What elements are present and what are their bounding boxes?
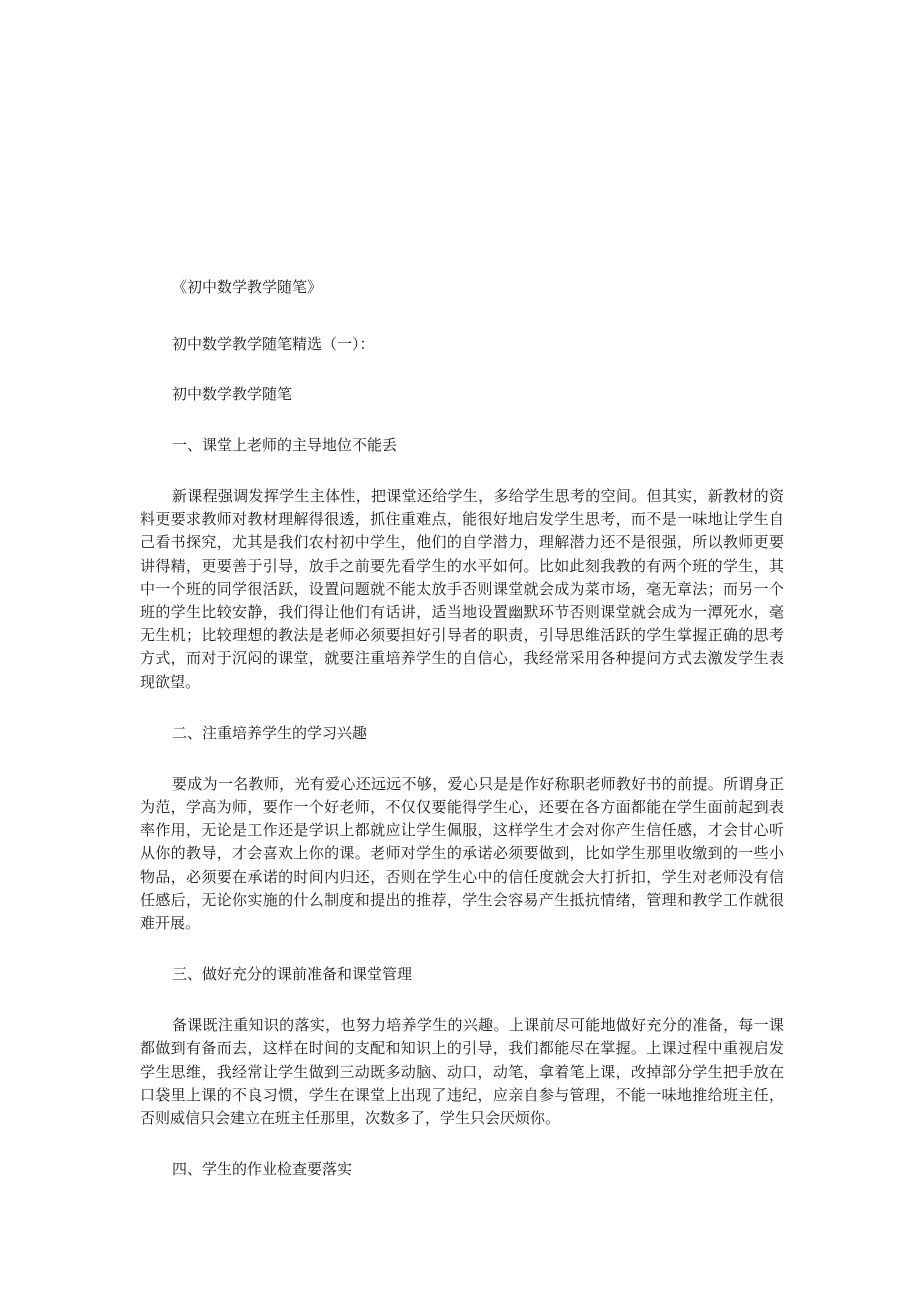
section-heading: 四、学生的作业检查要落实 xyxy=(172,1160,353,1179)
section-body: 新课程强调发挥学生主体性，把课堂还给学生，多给学生思考的空间。但其实，新教材的资料更要求教师对教材理解得很透，抓住重难点，能很好地启发学生思考，而不是一味地让学生自己看书探究，尤其是我们农村初中学生，他们的自学潜力，理解潜力还不是很强，所以教师更要讲得精，更要善于引导，放手之前要先看学生的水平如何。比如此刻我教的有两个班的学生，其中一个班的同学很活跃，设置问题就不能太放手否则课堂就会成为菜市场，毫无章法；而另一个班的学生比较安静，我们得让他们有话讲，适当地设置幽默环节否则课堂就会成为一潭死水，毫无生机；比较理想的教法是老师必须要担好引导者的职责，引导思维活跃的学生掌握正确的思考方式，而对于沉闷的课堂，就要注重培养学生的自信心，我经常采用各种提问方式去激发学生表现欲望。 xyxy=(140,487,784,691)
section-heading: 三、做好充分的课前准备和课堂管理 xyxy=(172,965,413,984)
document-subtitle: 初中数学教学随笔精选（一）： xyxy=(172,335,375,353)
section-body: 要成为一名教师，光有爱心还远远不够，爱心只是是作好称职老师教好书的前提。所谓身正为范，学高为师，要作一个好老师，不仅仅要能得学生心，还要在各方面都能在学生面前起到表率作用，无论是工作还是学识上都就应让学生佩服，这样学生才会对你产生信任感，才会甘心听从你的教导，才会喜欢上你的课。老师对学生的承诺必须要做到，比如学生那里收缴到的一些小物品，必须要在承诺的时间内归还，否则在学生心中的信任度就会大打折扣，学生对老师没有信任感后，无论你实施的什么制度和提出的推荐，学生会容易产生抵抗情绪，管理和教学工作就很难开展。 xyxy=(140,774,784,933)
document-heading: 初中数学教学随笔 xyxy=(172,385,293,403)
section-heading: 一、课堂上老师的主导地位不能丢 xyxy=(172,436,398,454)
document-title: 《初中数学教学随笔》 xyxy=(172,278,323,296)
section-body: 备课既注重知识的落实，也努力培养学生的兴趣。上课前尽可能地做好充分的准备，每一课都做到有备而去，这样在时间的支配和知识上的引导，我们都能尽在掌握。上课过程中重视启发学生思维，我经常让学生做到三动既多动脑、动口，动笔，拿着笔上课，改掉部分学生把手放在口袋里上课的不良习惯，学生在课堂上出现了违纪，应亲自参与管理，不能一味地推给班主任，否则威信只会建立在班主任那里，次数多了，学生只会厌烦你。 xyxy=(140,1016,784,1128)
section-heading: 二、注重培养学生的学习兴趣 xyxy=(172,723,368,742)
document-page xyxy=(140,276,784,1181)
